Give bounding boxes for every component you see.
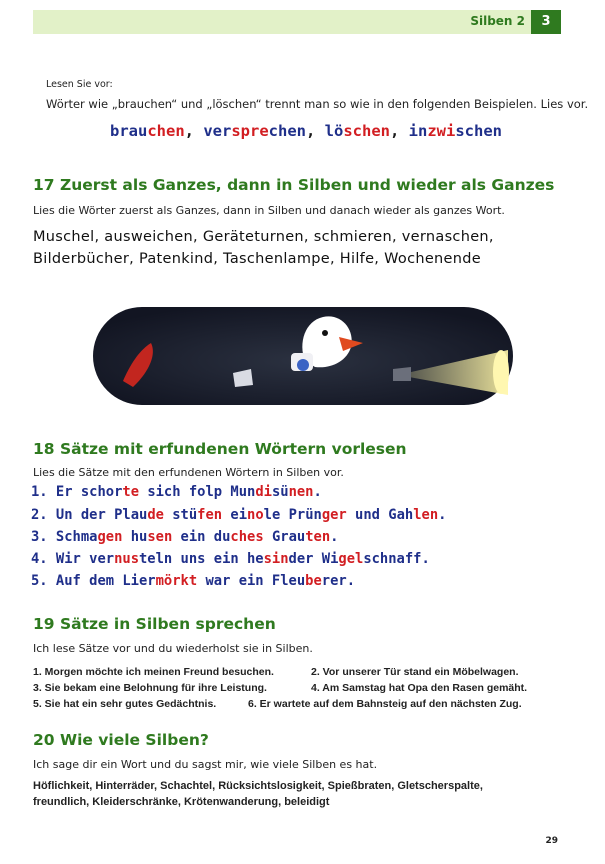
sentence-5-syllable-0: 5. Auf dem <box>31 573 123 589</box>
section-19-item-1: 1. Morgen möchte ich meinen Freund besuchen. <box>33 666 274 678</box>
sentence-2-syllable-12: und <box>346 507 389 523</box>
sentence-3-syllable-8: ches <box>230 529 264 545</box>
sentence-4-syllable-4: he <box>246 551 264 567</box>
page-header <box>33 10 561 34</box>
example-syllable-11: zwi <box>427 122 456 140</box>
sentence-4-syllable-9: schnaff. <box>363 551 430 567</box>
sentence-4-syllable-1: ver <box>89 551 115 567</box>
sentence-5-syllable-3: war ein <box>197 573 272 589</box>
sentence-1-syllable-7: nen <box>288 484 314 500</box>
section-19-item-5: 5. Sie hat ein sehr gutes Gedächtnis. <box>33 698 217 710</box>
sentence-5-syllable-6: rer <box>321 573 347 589</box>
sentence-1-syllable-5: di <box>255 484 272 500</box>
sentence-1-syllable-3: sich folp <box>139 484 231 500</box>
sentence-2-syllable-10: Prün <box>288 507 322 523</box>
sentence-2-syllable-0: 2. Un der <box>31 507 115 523</box>
sentence-2 <box>31 507 446 523</box>
chapter-number: 3 <box>531 10 561 34</box>
sentence-4-syllable-5: sin <box>263 551 289 567</box>
intro-label: Lesen Sie vor: <box>46 79 113 90</box>
section-20-words-line-1: Höflichkeit, Hinterräder, Schachtel, Rücksichtslosigkeit, Spießbraten, Gletscherspalte, <box>33 780 483 792</box>
sentence-2-syllable-8: no <box>247 507 264 523</box>
sentence-1-syllable-8: . <box>313 484 322 500</box>
example-syllable-5: chen <box>268 122 306 140</box>
example-syllable-0: brau <box>110 122 148 140</box>
syllable-examples <box>110 122 502 140</box>
sentence-2-syllable-15: . <box>438 507 447 523</box>
sentence-1 <box>31 484 322 500</box>
section-18-title: 18 Sätze mit erfundenen Wörtern vorlesen <box>33 440 407 458</box>
sentence-3-syllable-11: ten <box>305 529 331 545</box>
section-20-words-line-2: freundlich, Kleiderschränke, Krötenwanderung, beleidigt <box>33 796 330 808</box>
sentence-1-syllable-1: schor <box>80 484 123 500</box>
sentence-1-syllable-2: te <box>122 484 140 500</box>
section-19-item-2: 2. Vor unserer Tür stand ein Möbelwagen. <box>311 666 519 678</box>
sentence-4-syllable-2: nus <box>114 551 139 567</box>
section-19-title: 19 Sätze in Silben sprechen <box>33 615 276 633</box>
section-17-title: 17 Zuerst als Ganzes, dann in Silben und wieder als Ganzes <box>33 176 555 194</box>
sentence-3-syllable-3 <box>122 529 130 545</box>
sentence-3 <box>31 529 338 545</box>
page-number: 29 <box>545 836 558 846</box>
sentence-5-syllable-2: mörkt <box>155 573 198 589</box>
sentence-4-syllable-0: 4. Wir <box>31 551 90 567</box>
sentence-1-syllable-6: sü <box>271 484 289 500</box>
sentence-2-syllable-14: len <box>413 507 439 523</box>
sentence-5-syllable-5: be <box>305 573 322 589</box>
sentence-2-syllable-3 <box>164 507 172 523</box>
sentence-4-syllable-7: Wi <box>321 551 339 567</box>
sentence-3-syllable-10: Grau <box>271 529 306 545</box>
example-syllable-12: schen <box>455 122 503 140</box>
example-syllable-1: chen <box>147 122 185 140</box>
section-20-instruction: Ich sage dir ein Wort und du sagst mir, wie viele Silben es hat. <box>33 758 378 771</box>
section-19-item-3: 3. Sie bekam eine Belohnung für ihre Leistung. <box>33 682 267 694</box>
example-syllable-4: spre <box>231 122 269 140</box>
example-syllable-3: ver <box>203 122 232 140</box>
example-syllable-7: lö <box>324 122 344 140</box>
sentence-2-syllable-7: ei <box>230 507 248 523</box>
sentence-2-syllable-2: de <box>147 507 164 523</box>
sentence-5-syllable-7: . <box>346 573 356 589</box>
example-syllable-10: in <box>408 122 428 140</box>
sentence-3-syllable-9 <box>264 529 272 545</box>
example-syllable-9: , <box>390 122 409 140</box>
sentence-2-syllable-1: Plau <box>114 507 148 523</box>
sentence-5-syllable-4: Fleu <box>271 573 306 589</box>
sentence-2-syllable-5: fen <box>197 507 223 523</box>
section-17-instruction: Lies die Wörter zuerst als Ganzes, dann in Silben und danach wieder als ganzes Wort. <box>33 204 505 217</box>
sentence-3-syllable-4: hu <box>130 529 148 545</box>
sentence-3-syllable-12: . <box>330 529 339 545</box>
sentence-3-syllable-2: gen <box>97 529 123 545</box>
sentence-4 <box>31 551 430 567</box>
sentence-1-syllable-4: Mun <box>230 484 256 500</box>
sentence-2-syllable-11: ger <box>321 507 347 523</box>
section-20-title: 20 Wie viele Silben? <box>33 731 209 749</box>
sentence-3-syllable-6: ein <box>172 529 214 545</box>
sentence-4-syllable-3: teln uns ein <box>139 551 247 567</box>
sentence-3-syllable-7: du <box>213 529 231 545</box>
example-syllable-2: , <box>184 122 204 140</box>
section-18-instruction: Lies die Sätze mit den erfundenen Wörtern in Silben vor. <box>33 466 344 479</box>
sentence-2-syllable-13: Gah <box>388 507 414 523</box>
sentence-3-syllable-0: 3. <box>31 529 56 545</box>
section-17-words-line-1: Muschel, ausweichen, Geräteturnen, schmieren, vernaschen, <box>33 229 494 245</box>
ghost-flashlight-illustration <box>93 303 513 408</box>
section-19-item-4: 4. Am Samstag hat Opa den Rasen gemäht. <box>311 682 528 694</box>
sentence-1-syllable-0: 1. Er <box>31 484 81 500</box>
sentence-3-syllable-5: sen <box>147 529 173 545</box>
intro-text: Wörter wie „brauchen“ und „löschen“ trennt man so wie in den folgenden Beispielen. Lies vor. <box>46 97 589 111</box>
section-17-words-line-2: Bilderbücher, Patenkind, Taschenlampe, Hilfe, Wochenende <box>33 251 481 267</box>
sentence-5-syllable-1: Lier <box>122 573 156 589</box>
example-syllable-8: schen <box>343 122 390 140</box>
sentence-4-syllable-6: der <box>288 551 322 567</box>
header-title: Silben 2 <box>470 14 525 28</box>
sentence-3-syllable-1: Schma <box>55 529 98 545</box>
sentence-2-syllable-4: stü <box>172 507 198 523</box>
section-19-item-6: 6. Er wartete auf dem Bahnsteig auf den nächsten Zug. <box>248 698 522 710</box>
sentence-5 <box>31 573 355 589</box>
example-syllable-6: , <box>305 122 325 140</box>
sentence-4-syllable-8: gel <box>338 551 364 567</box>
section-19-instruction: Ich lese Sätze vor und du wiederholst sie in Silben. <box>33 642 313 655</box>
sentence-2-syllable-9: le <box>263 507 289 523</box>
